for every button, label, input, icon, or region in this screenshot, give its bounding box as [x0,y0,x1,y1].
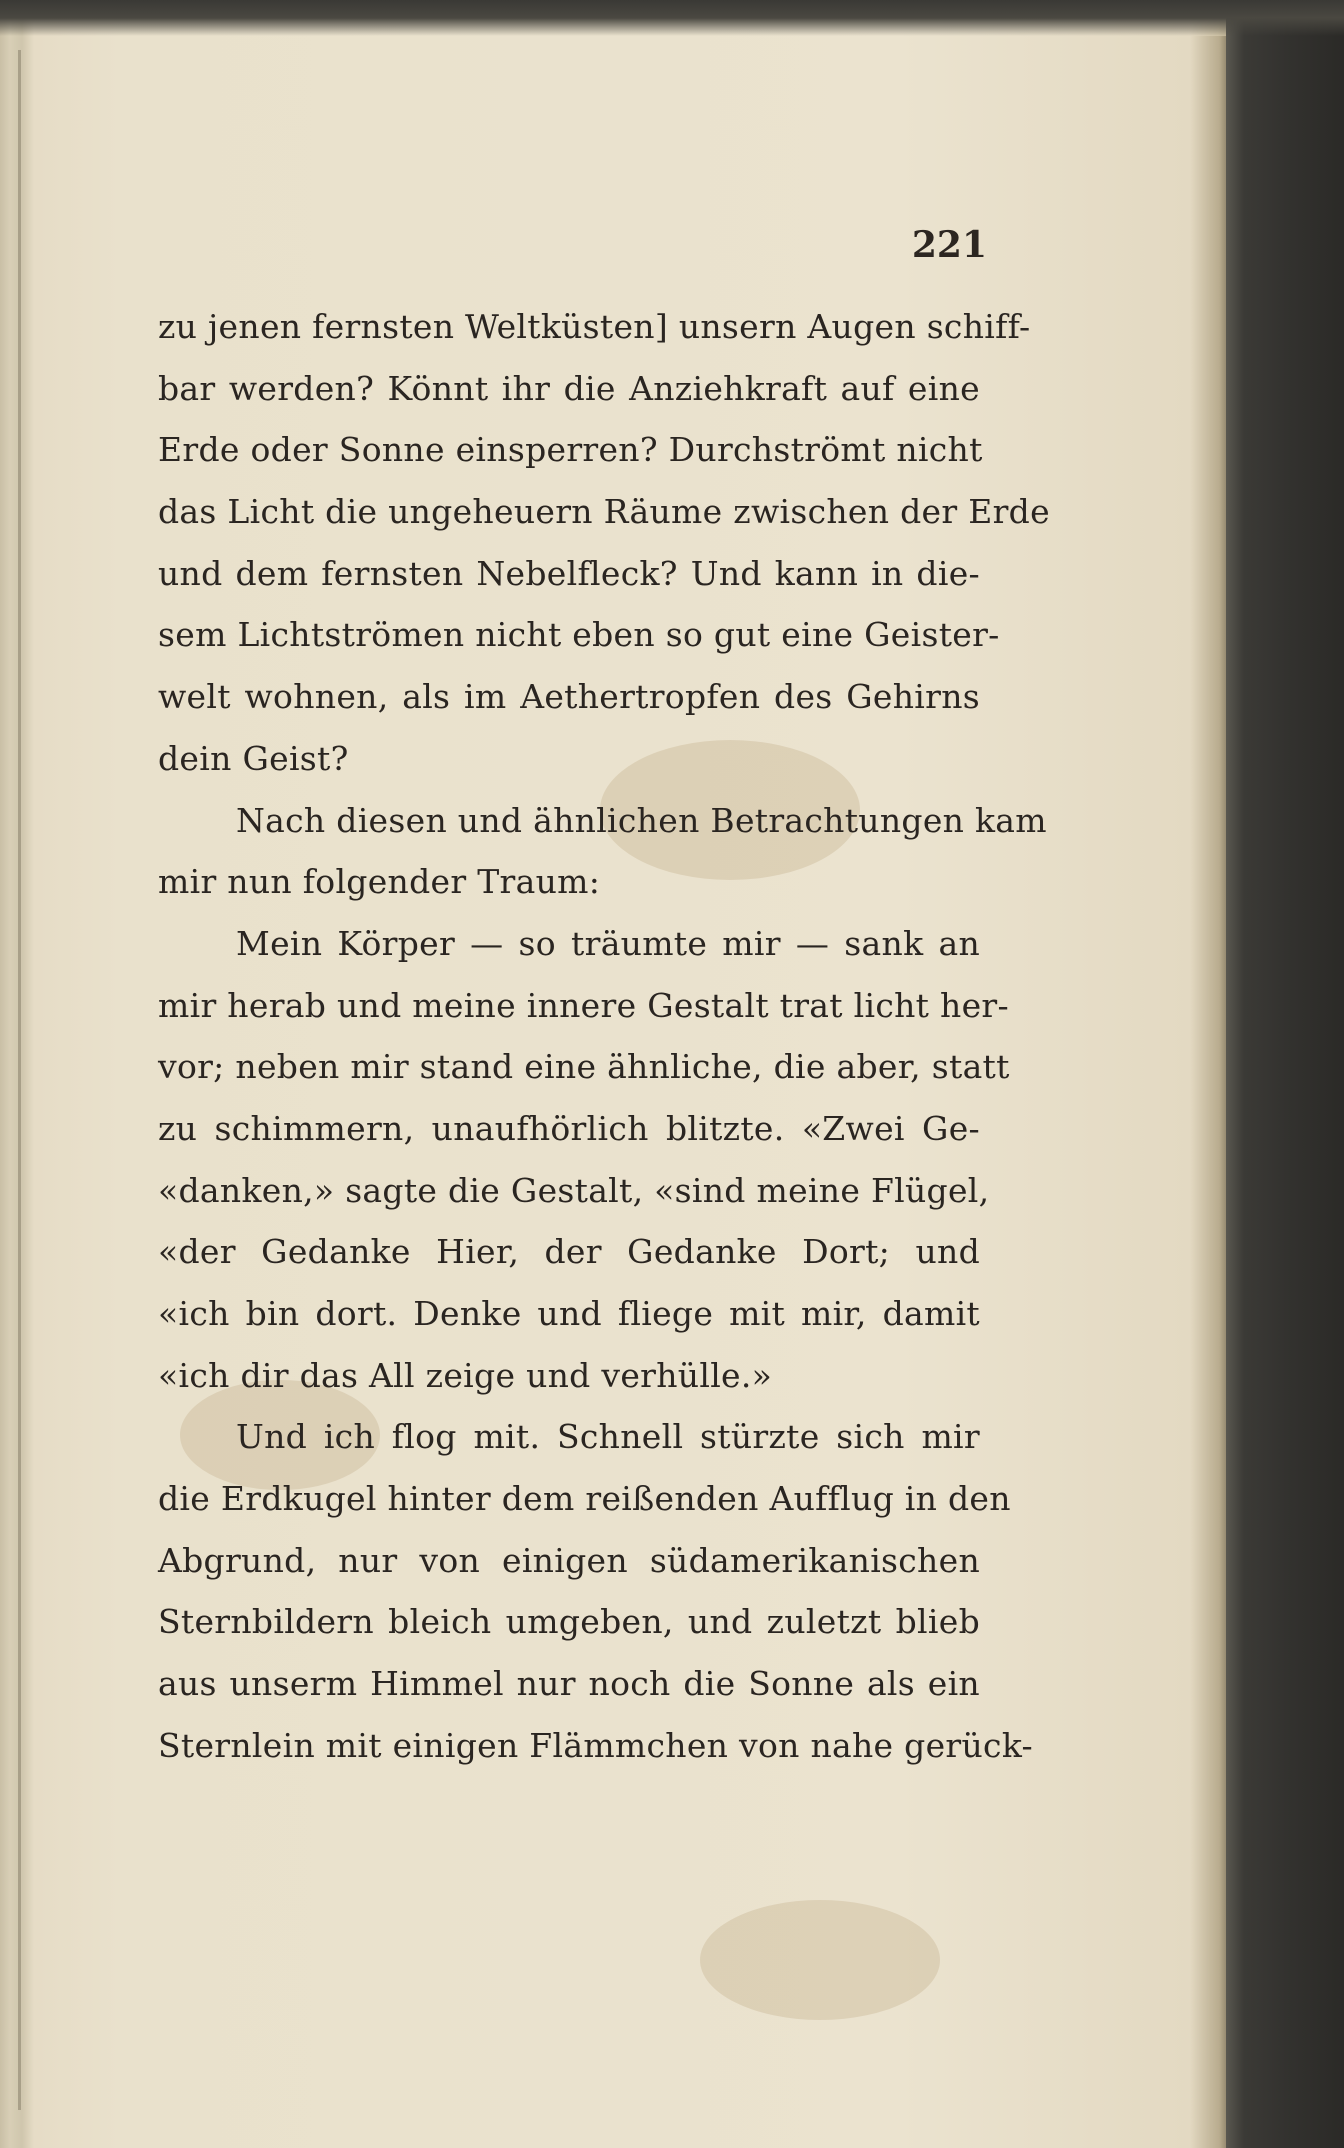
text-line: welt wohnen, als im Aethertropfen des Gehirns [158,677,980,717]
text-line: und dem fernsten Nebelfleck? Und kann in die- [158,553,980,593]
text-line: «ich dir das All zeige und verhülle.» [158,1355,773,1395]
page-edge-shadow [1190,36,1230,2148]
body-text [158,296,1050,1777]
text-line: Und ich flog mit. Schnell stürzte sich mir [236,1417,980,1457]
text-line: Abgrund, nur von einigen südamerikanischen [158,1540,980,1580]
text-line: aus unserm Himmel nur noch die Sonne als ein [158,1664,980,1704]
text-line: Sternlein mit einigen Flämmchen von nahe gerück- [158,1725,1033,1765]
page-gutter [18,50,21,2110]
text-line: Mein Körper — so träumte mir — sank an [236,923,980,963]
book-cover-top-edge [0,0,1344,36]
text-line: Erde oder Sonne einsperren? Durchströmt nicht [158,430,983,470]
text-line: die Erdkugel hinter dem reißenden Aufflug in den [158,1479,1011,1519]
text-line: mir nun folgender Traum: [158,862,601,902]
text-line: sem Lichtströmen nicht eben so gut eine Geister- [158,615,1000,655]
text-line: Nach diesen und ähnlichen Betrachtungen kam [236,800,1047,840]
text-line: zu jenen fernsten Weltküsten] unsern Augen schiff- [158,307,1031,346]
book-cover-edge [1226,0,1344,2148]
text-line: «der Gedanke Hier, der Gedanke Dort; und [158,1232,980,1272]
paper-stain [700,1900,940,2020]
text-line: zu schimmern, unaufhörlich blitzte. «Zwei Ge- [158,1108,980,1148]
text-line: das Licht die ungeheuern Räume zwischen der Erde [158,492,1050,532]
text-line: mir herab und meine innere Gestalt trat licht her- [158,985,1009,1025]
text-line: Sternbildern bleich umgeben, und zuletzt blieb [158,1602,980,1642]
page-number: 221 [911,224,987,266]
text-line: vor; neben mir stand eine ähnliche, die aber, statt [158,1047,1010,1087]
text-line: «ich bin dort. Denke und fliege mit mir, damit [158,1294,980,1333]
text-line: «danken,» sagte die Gestalt, «sind meine Flügel, [158,1170,990,1210]
text-line: dein Geist? [158,738,349,778]
text-line: bar werden? Könnt ihr die Anziehkraft auf eine [158,368,980,408]
